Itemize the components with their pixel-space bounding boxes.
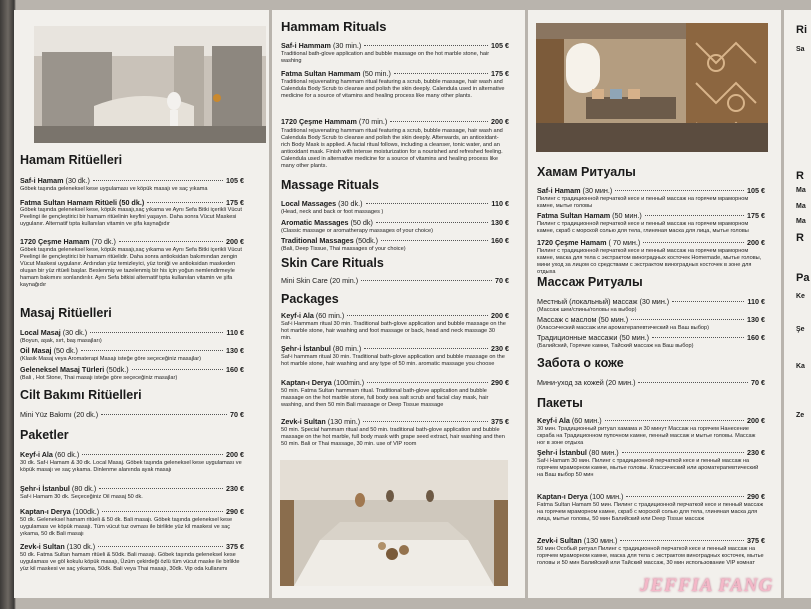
menu-item-description: Traditional bath-glove application and bubble massage on the hot marble stone, hair washing — [281, 51, 490, 64]
menu-row: Local Massages (30 dk.) 110 € — [281, 199, 509, 208]
menu-row: Şehr-i İstanbul (80 dk.) 230 € — [20, 484, 244, 493]
cutoff-fragment: Ma — [796, 218, 806, 225]
menu-item-description: Traditional rejuvenating hammam ritual featuring a scrub, bubble massage, hair wash and Calendula Body Scrub to cleanse and polish the skin deeply. Afterwards, an antioxidant-rich Body Mask is applied. A facial ritual follows, including a cleanser, tonic water, and an antioxidant mask. Finish with intense moisturization for a nourished and refreshed feeling. Calendula used in alternative medicine for a source of vitamins and healing process like many other plants. — [281, 128, 503, 169]
cutoff-fragment: R — [796, 170, 804, 182]
masaj-rituals-title: Masaj Ritüelleri — [20, 306, 112, 320]
menu-item-description: (Bali, Deep Tissue, Thai massages of your choice) — [281, 246, 406, 252]
menu-row: Kaptan-ı Derya (100 мин.) 290 € — [537, 492, 765, 501]
cutoff-fragment: Ri — [796, 24, 807, 36]
watermark: JEFFIA FANG — [640, 575, 774, 596]
menu-row: 1720 Çeşme Hamam ( 70 мин.) 200 € — [537, 238, 765, 247]
menu-row: Местный (локальный) массаж (30 мин.) 110 € — [537, 297, 765, 306]
massage-rituals-title-ru: Массаж Ритуалы — [537, 275, 643, 289]
hamam-stone-illustration — [280, 460, 508, 586]
menu-row: Geleneksel Masaj Türleri (50dk.) 160 € — [20, 365, 244, 374]
cutoff-fragment: Ze — [796, 412, 805, 419]
menu-row: Mini Yüz Bakımı (20 dk.) 70 € — [20, 410, 244, 419]
menu-row: 1720 Çeşme Hammam (70 min.) 200 € — [281, 117, 509, 126]
menu-row: Keyf-i Ala (60 min.) 200 € — [281, 311, 509, 320]
hammam-rituals-title: Hammam Rituals — [281, 19, 387, 34]
menu-page-english — [272, 10, 525, 598]
menu-row: Keyf-i Ala (60 dk.) 200 € — [20, 450, 244, 459]
menu-item-description: Göbek taşında geleneksel kese uygulaması ve köpük masajı ve saç yıkama — [20, 186, 208, 192]
menu-item-description: Saf-i Hamam 30 dk. Seçeceğiniz Oil masaj 50 dk. — [20, 494, 143, 500]
packages-title-ru: Пакеты — [537, 396, 583, 410]
menu-row: Zevk-i Sultan (130 dk.) 375 € — [20, 542, 244, 551]
menu-item-description: (Classic massage or aromatherapy massages of your choice) — [281, 228, 434, 234]
menu-page-cutoff — [784, 10, 811, 598]
menu-row: Mini Skin Care (20 min.) 70 € — [281, 276, 509, 285]
hamam-photo-illustration — [34, 26, 266, 143]
cutoff-fragment: R — [796, 232, 804, 244]
cutoff-fragment: Ma — [796, 203, 806, 210]
menu-row: Saf-i Hamam (30 мин.) 105 € — [537, 186, 765, 195]
paket-title: Paketler — [20, 428, 69, 442]
skin-care-title: Skin Care Rituals — [281, 256, 384, 270]
cutoff-fragment: Sa — [796, 46, 805, 53]
menu-row: Oil Masaj (50 dk.) 130 € — [20, 346, 244, 355]
packages-title: Packages — [281, 292, 339, 306]
hamam-interior-photo — [34, 26, 266, 143]
massage-rituals-title: Massage Rituals — [281, 178, 379, 192]
menu-item-description: 50 min. Fatma Sultan hammam ritual. Traditional bath-glove application and bubble massage on the hot marble stone, full body sea salt scrub and facial clay mask, hair washing, and then 50 min Bali massage or Deep Tissue massage — [281, 388, 489, 408]
menu-item-description: Saf-i Hamam 30 мин. Пилинг с традиционной перчаткой кесе и пенный массаж на горячем мраморном камне, мытье головы. Классический или ароматерапевтический на Ваш выбор 50 мин — [537, 458, 759, 478]
menu-item-description: Göbek taşında geleneksel kese, köpük masajı,saç yıkama ve Aynı Sefa Bitki içerikli Vücut Peelingi ile gençleştirici bir hamam ritüelidir. Daha sonra antioksidan bakımından zengin Vücut Maskesi uygulanır. Ardından yüz temizleyici, yüz toniği ve antioksidan maskeden oluşan bir yüz ritüeli başlar. Beslenmiş ve tazelenmiş bir his için yoğun nemlendirmeyle hamam bakımını sonlandırılır. Aynı Sefa bitkisi alternatif tıpta kullanılan vitamin ve şifa kaynağıdır — [20, 247, 242, 288]
hamam-stone-photo — [280, 460, 508, 586]
cilt-title: Cilt Bakımı Ritüelleri — [20, 388, 142, 402]
menu-item-description: Пилинг с традиционной перчаткой кесе и пенный массаж на горячем мраморном камне, скраб с морской солью для тела, глиняная маска для лица, мытье головы — [537, 221, 749, 234]
menu-item-description: (Классический массаж или ароматерапевтический на Ваш выбор) — [537, 325, 709, 331]
menu-item-description: 50 min. Special hammam ritual and 50 min. traditional bath-glove application and bubble massage on the hot marble, full body mask with grape seed extract, hair washing and then 50 min. Bali or Thai massage, 30 min. use of VIP room — [281, 427, 505, 447]
menu-item-description: Saf-i Hammam ritual 30 min. Traditional bath-glove application and bubble massage on the hot marble stone, hair washing and foot massage or back, head and neck massage 30 min. — [281, 321, 506, 341]
menu-item-description: (Bali , Hot Stone, Thai masajı isteğe göre seçeceğiniz masajlar) — [20, 375, 178, 381]
menu-item-description: (Балийский, Горячие камни, Тайский массаж на Ваш выбор) — [537, 343, 694, 349]
menu-item-description: Göbek taşında geleneksel kese, köpük masajı,saç yıkama ve Aynı Sefa Bitki içerikli Vücut Peelingi ile gençleştirici bir hamam ritüelinin keyfini yaşayın. Daha sonra Vücut Maskesi uygulanır. Alternatif tıpta kullanılan vitamin ve şifa kaynağıdır — [20, 207, 242, 227]
hamam-rituals-title-ru: Хамам Ритуалы — [537, 165, 636, 179]
menu-row: Şehr-i İstanbul (80 мин.) 230 € — [537, 448, 765, 457]
menu-page-russian — [528, 10, 781, 598]
menu-row: Local Masaj (30 dk.) 110 € — [20, 328, 244, 337]
menu-row: Fatma Sultan Hammam (50 min.) 175 € — [281, 69, 509, 78]
menu-item-description: Пилинг с традиционной перчаткой кесе и пенный массаж на горячем мраморном камне, мытье головы — [537, 196, 749, 209]
menu-row: Saf-i Hamam (30 dk.) 105 € — [20, 176, 244, 185]
menu-item-description: 30 dk. Saf-i Hamam & 30 dk. Local Masaj. Göbek taşında geleneksel kese uygulaması ve köpük masajı ve saç yıkama. Dinlenme alanında ayak masajı — [20, 460, 242, 473]
relaxation-room-photo — [536, 23, 768, 152]
menu-item-description: (Boyun, aşak, sırt, baş masajları) — [20, 338, 102, 344]
menu-row: Traditional Massages (50dk.) 160 € — [281, 236, 509, 245]
menu-row: Fatma Sultan Hamam (50 мин.) 175 € — [537, 211, 765, 220]
menu-row: Saf-i Hammam (30 min.) 105 € — [281, 41, 509, 50]
menu-item-description: (Head, neck and back or foot massages ) — [281, 209, 384, 215]
hamam-rituals-title: Hamam Ritüelleri — [20, 153, 123, 167]
menu-row: Keyf-i Ala (60 мин.) 200 € — [537, 416, 765, 425]
menu-row: Zevk-i Sultan (130 min.) 375 € — [281, 417, 509, 426]
menu-row: Fatma Sultan Hamam Ritüeli (50 dk.) 175 € — [20, 198, 244, 207]
menu-item-description: 30 мин. Традиционный ритуал хамама и 30 минут Массаж на горячем Нанесение скраба на Традиционном пупочном камне, пенный массаж и мытье головы. Массаж ног в зоне отдыха — [537, 426, 756, 446]
menu-row: Şehr-i İstanbul (80 min.) 230 € — [281, 344, 509, 353]
menu-item-description: 50 dk. Fatma Sultan hamam ritüeli & 50dk. Bali masajı. Göbek taşında geleneksel kese uygulaması ve göl kokulu köpük masajı, Üzüm çekirdeği özlü tüm vücut maske ile birlikte yüz kil maskesi ve saç yıkama, 50dk. Bali veya Thai masajı, 30dk. Vip oda kullanımı — [20, 552, 240, 572]
menu-item-description: Fatma Sultan Hamam 50 мин. Пилинг с традиционной перчаткой кесе и пенный массаж на горячем мраморном камне, скраб с морской солью для тела, глиняная маска для лица, мытье головы, 50 мин Балийский или Deep Tissue массаж — [537, 502, 764, 522]
menu-row: Kaptan-ı Derya (100dk.) 290 € — [20, 507, 244, 516]
menu-item-description: 50 dk. Geleneksel hamam ritüeli & 50 dk. Bali masajı. Göbek taşında geleneksel kese uygulaması ve köpük masajı. Tüm vücut tuz ovması ile birlikte yüz kil maskesi ve saç yıkama, 50 dk Bali masajı — [20, 517, 233, 537]
menu-row: Zevk-i Sultan (130 мин.) 375 € — [537, 536, 765, 545]
cutoff-fragment: Ka — [796, 363, 805, 370]
menu-item-description: Пилинг с традиционной перчаткой кесе и пенный массаж на горячем мраморном камне, маска для тела с экстрактом виноградных косточек Homemade, мытье головы, мини уход за лицом со средствами с экстрактом виноградных косточек в зоне для отдыха — [537, 248, 762, 275]
menu-row: Массаж с маслом (50 мин.) 130 € — [537, 315, 765, 324]
cutoff-fragment: Şe — [796, 326, 805, 333]
menu-row: Aromatic Massages (50 dk) 130 € — [281, 218, 509, 227]
menu-page-turkish — [14, 10, 269, 598]
menu-item-description: 50 мин Особый ритуал Пилинг с традиционной перчаткой кесе и пенный массаж на горячем мраморном камне, маска для тела с экстрактом виноградных косточек, мытье головы и 50 мин Балийский или Тайский массаж, 30 мин использование VIP комнат — [537, 546, 764, 566]
menu-item-description: (Klasik Masaj veya Aromaterapi Masajı isteğe göre seçeceğiniz masajlar) — [20, 356, 201, 362]
cutoff-fragment: Ke — [796, 293, 805, 300]
cutoff-fragment: Ma — [796, 187, 806, 194]
relaxation-room-illustration — [536, 23, 768, 152]
menu-row: 1720 Çeşme Hamam (70 dk.) 200 € — [20, 237, 244, 246]
menu-item-description: Traditional rejuvenating hammam ritual featuring a scrub, bubble massage, hair wash and Calendula Body Scrub to cleanse and polish the skin deeply. Calendula used in alternative medicine for a source of vitamins and healing process like many other plants. — [281, 79, 505, 99]
cutoff-fragment: Pa — [796, 272, 810, 284]
menu-row: Традиционные массажи (50 мин.) 160 € — [537, 333, 765, 342]
skin-care-title-ru: Забота о коже — [537, 356, 624, 370]
menu-item-description: (Массаж шеи/спины/головы на выбор) — [537, 307, 637, 313]
menu-row: Kaptan-ı Derya (100min.) 290 € — [281, 378, 509, 387]
menu-row: Мини-уход за кожей (20 мин.) 70 € — [537, 378, 765, 387]
menu-item-description: Saf-i hammam ritual 30 min. Traditional bath-glove application and bubble massage on the hot marble stone, hair washing and any type of 50 min. aromatic massage you choose — [281, 354, 505, 367]
